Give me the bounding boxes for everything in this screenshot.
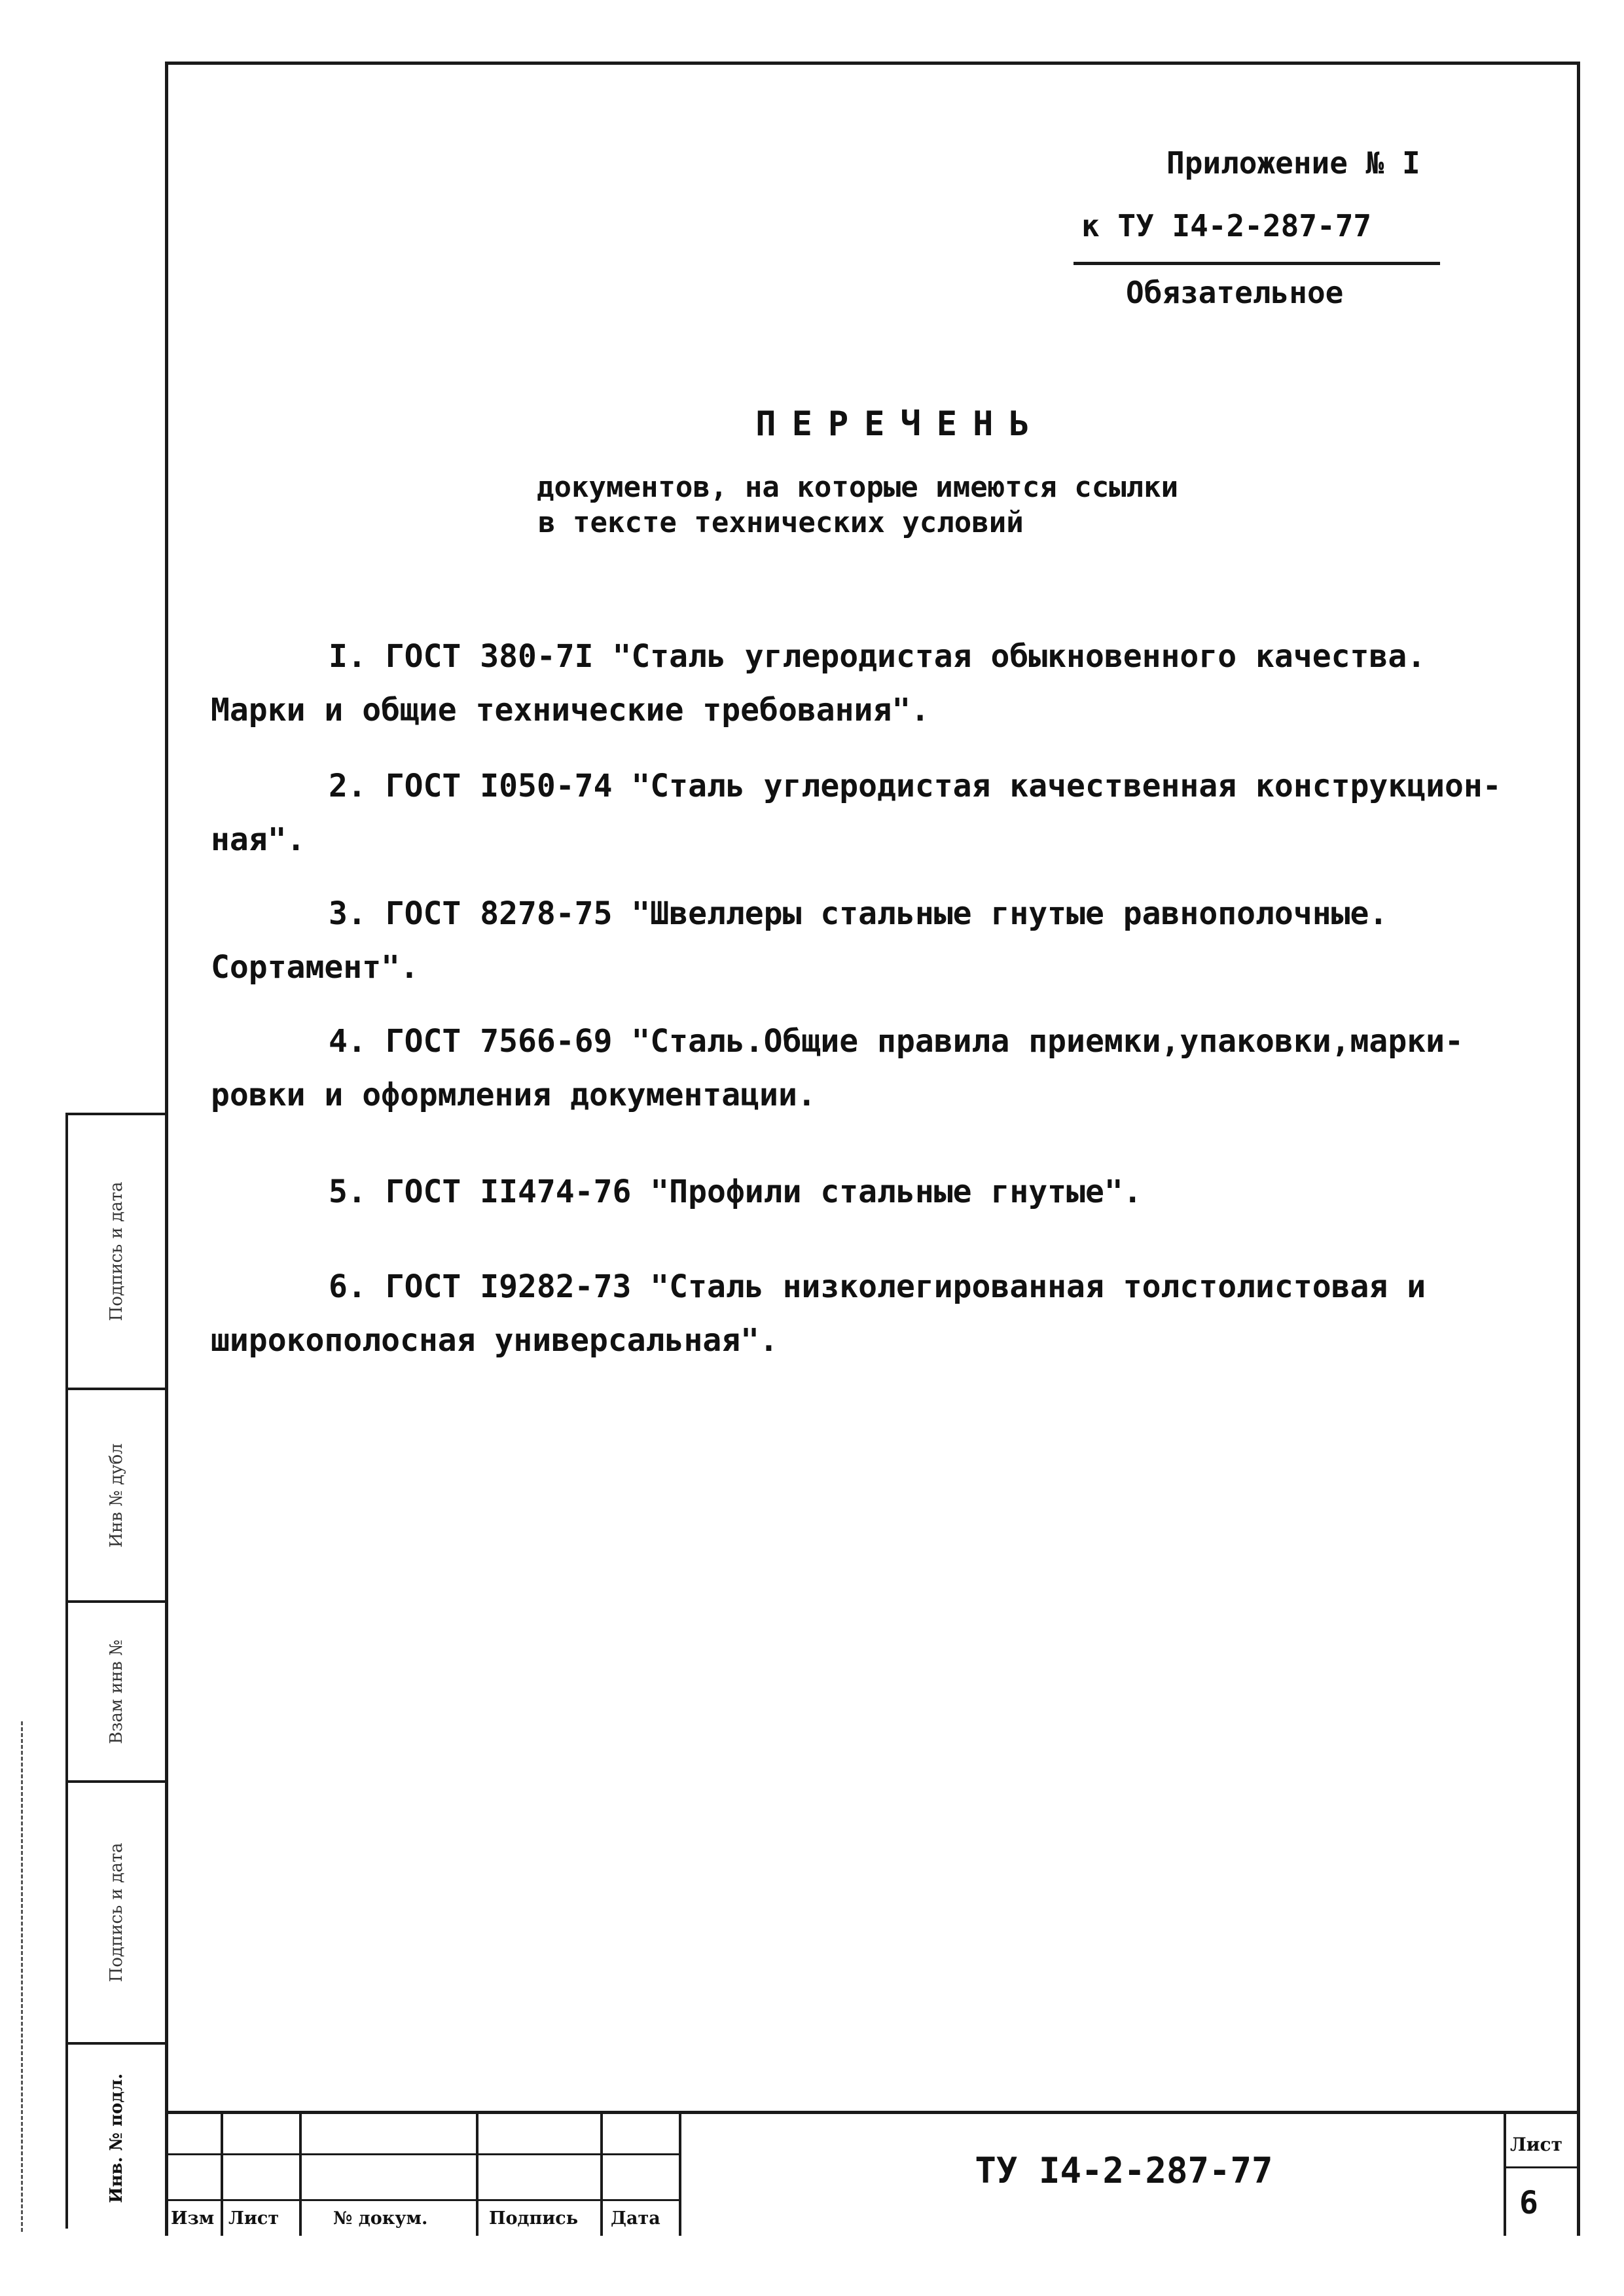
side-label-signature-date-top: Подпись и дата [107, 1181, 126, 1321]
list-item [211, 630, 1572, 737]
mandatory-status: Обязательное [1126, 275, 1344, 310]
list-item-line-2: ровки и оформления документации. [211, 1077, 816, 1113]
stamp-row-line [168, 2153, 679, 2155]
side-label-inv-dubl: Инв № дубл [107, 1443, 126, 1548]
side-cell-signature-date-top [68, 1115, 165, 1390]
side-label-inv-podl: Инв. № подл. [107, 2073, 126, 2203]
list-item-line-1: 3. ГОСТ 8278-75 "Швеллеры стальные гнутые равнополочные. [329, 895, 1388, 932]
stamp-sheet-number: 6 [1519, 2185, 1538, 2221]
side-cell-inv-podl [68, 2045, 165, 2231]
list-item [211, 887, 1572, 994]
side-label-signature-date: Подпись и дата [107, 1842, 126, 1982]
list-item-line-1: I. ГОСТ 380-7I "Сталь углеродистая обыкновенного качества. [329, 638, 1426, 675]
list-item-line-1: 5. ГОСТ II474-76 "Профили стальные гнутые". [329, 1174, 1142, 1210]
title-block-stamp [168, 2111, 1580, 2233]
list-item-line-2: широкополосная универсальная". [211, 1322, 778, 1359]
stamp-sheet-label: Лист [1510, 2134, 1562, 2155]
stamp-divider [476, 2114, 478, 2236]
subtitle-line-2: в тексте технических условий [538, 506, 1024, 539]
side-label-vzam-inv: Взам инв № [107, 1639, 126, 1744]
stamp-divider [299, 2114, 302, 2236]
side-cell-signature-date [68, 1783, 165, 2045]
stamp-document-code: ТУ I4-2-287-77 [975, 2150, 1273, 2191]
list-item-line-2: ная". [211, 821, 306, 858]
stamp-divider [221, 2114, 223, 2236]
stamp-col-doc: № докум. [333, 2208, 428, 2229]
page-frame [165, 62, 1580, 2236]
side-cell-inv-dubl [68, 1390, 165, 1603]
subtitle-line-1: документов, на которые имеются ссылки [537, 471, 1179, 504]
stamp-row-line [168, 2199, 679, 2201]
stamp-row-line [1504, 2166, 1580, 2168]
list-item-line-2: Марки и общие технические требования". [211, 692, 930, 728]
list-item [211, 1165, 1572, 1219]
side-stamp-column [65, 1113, 165, 2229]
list-item [211, 1260, 1572, 1367]
stamp-divider [679, 2114, 681, 2236]
appendix-reference: к ТУ I4-2-287-77 [1081, 208, 1372, 243]
stamp-divider [1504, 2114, 1506, 2236]
stamp-col-sign: Подпись [489, 2208, 579, 2229]
binding-cut-line [21, 1721, 23, 2232]
stamp-divider [600, 2114, 603, 2236]
list-item [211, 1014, 1572, 1122]
list-item-line-2: Сортамент". [211, 949, 419, 986]
header-underline [1074, 262, 1440, 265]
list-item-line-1: 2. ГОСТ I050-74 "Сталь углеродистая качественная конструкцион- [329, 768, 1502, 804]
side-cell-vzam-inv [68, 1603, 165, 1783]
stamp-col-list: Лист [228, 2208, 280, 2229]
appendix-label: Приложение № I [1166, 145, 1420, 181]
stamp-col-izm: Изм [171, 2208, 215, 2229]
document-title: ПЕРЕЧЕНЬ [755, 404, 1045, 444]
list-item-line-1: 6. ГОСТ I9282-73 "Сталь низколегированная толстолистовая и [329, 1268, 1426, 1305]
stamp-col-date: Дата [611, 2208, 660, 2229]
list-item-line-1: 4. ГОСТ 7566-69 "Сталь.Общие правила приемки,упаковки,марки- [329, 1023, 1464, 1060]
list-item [211, 759, 1572, 867]
document-subtitle [537, 470, 1178, 541]
